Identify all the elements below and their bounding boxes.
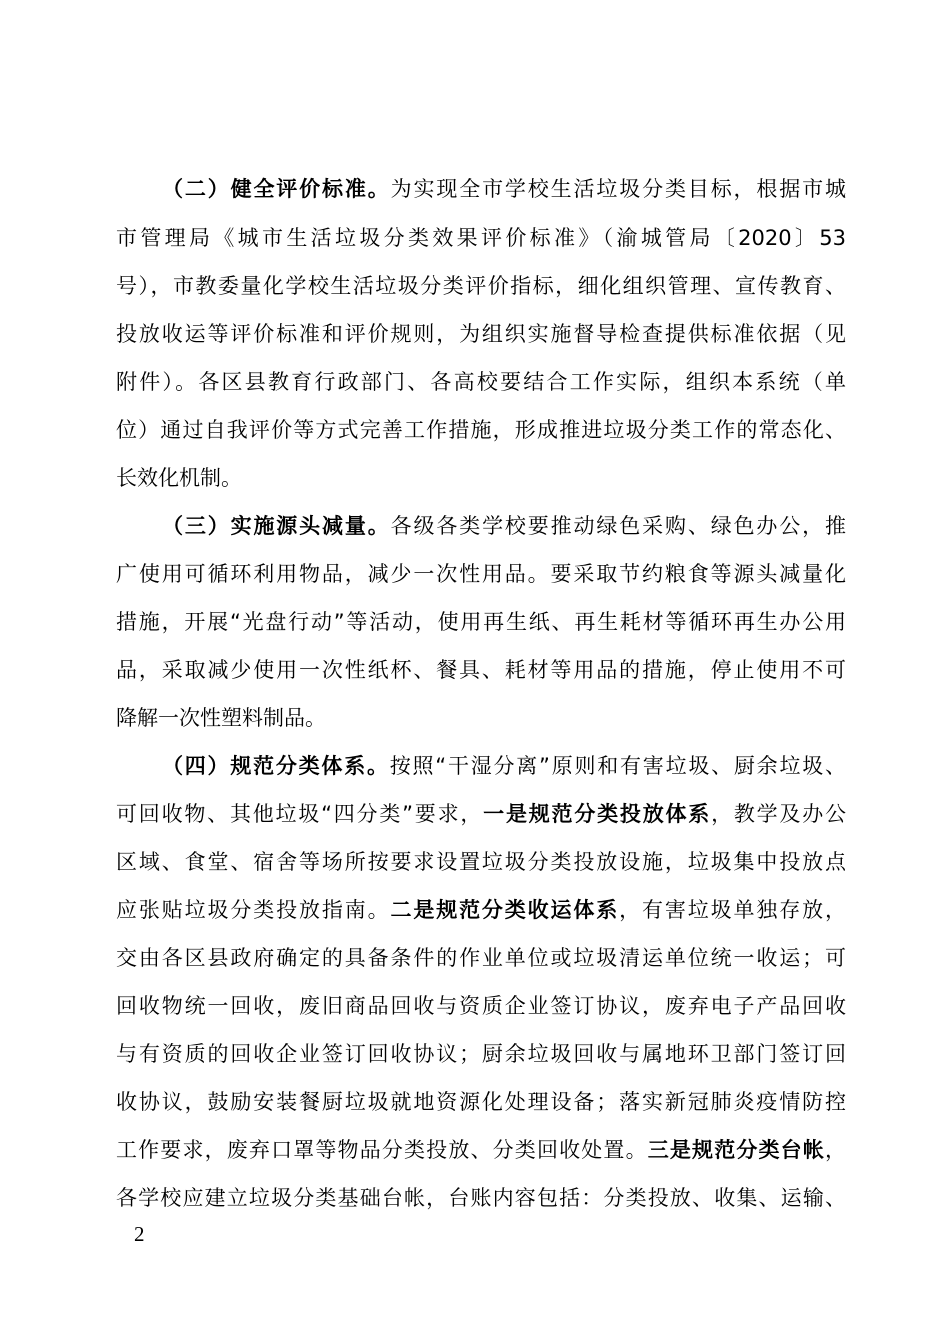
paragraph-3-heading: （三）实施源头减量。: [162, 514, 391, 538]
paragraph-4-line-6: 回收物统一回收，废旧商品回收与资质企业签订协议，废弃电子产品回收: [116, 994, 846, 1018]
paragraph-4-line-3: 区域、食堂、宿舍等场所按要求设置垃圾分类投放设施，垃圾集中投放点: [116, 850, 846, 874]
paragraph-4-emphasis-3: 三是规范分类台帐: [647, 1138, 825, 1162]
paragraph-4-line-4: [116, 886, 846, 934]
paragraph-2-line-1: [162, 165, 846, 213]
paragraph-4-line-9-a: 工作要求，废弃口罩等物品分类投放、分类回收处置。: [116, 1138, 648, 1162]
paragraph-2-line-5: 附件）。各区县教育行政部门、各高校要结合工作实际，组织本系统（单: [116, 370, 846, 394]
paragraph-2-line-3: 号），市教委量化学校生活垃圾分类评价指标，细化组织管理、宣传教育、: [116, 274, 846, 298]
paragraph-4-line-4-c: ，有害垃圾单独存放，: [619, 898, 846, 922]
paragraph-4-line-4-a: 应张贴垃圾分类投放指南。: [116, 898, 391, 922]
paragraph-3-text: 各级各类学校要推动绿色采购、绿色办公，推: [390, 514, 846, 538]
paragraph-2-line-6: 位）通过自我评价等方式完善工作措施，形成推进垃圾分类工作的常态化、: [116, 418, 846, 442]
paragraph-4-line-8: 收协议，鼓励安装餐厨垃圾就地资源化处理设备；落实新冠肺炎疫情防控: [116, 1090, 846, 1114]
paragraph-4-text: 按照“干湿分离”原则和有害垃圾、厨余垃圾、: [389, 754, 846, 778]
paragraph-2-line-7: 长效化机制。: [116, 466, 242, 490]
paragraph-2-line-2: 市管理局《城市生活垃圾分类效果评价标准》（渝城管局〔2020〕53: [116, 226, 846, 250]
paragraph-4-heading: （四）规范分类体系。: [162, 754, 390, 778]
paragraph-4-line-1: [162, 742, 846, 790]
paragraph-4-line-7: 与有资质的回收企业签订回收协议；厨余垃圾回收与属地环卫部门签订回: [116, 1042, 846, 1066]
paragraph-4-line-2-a: 可回收物、其他垃圾“四分类”要求，: [116, 802, 484, 826]
paragraph-4-line-5: 交由各区县政府确定的具备条件的作业单位或垃圾清运单位统一收运；可: [116, 946, 846, 970]
paragraph-4-emphasis-2: 二是规范分类收运体系: [390, 898, 620, 922]
paragraph-2-heading: （二）健全评价标准。: [162, 177, 391, 201]
paragraph-4-emphasis-1: 一是规范分类投放体系: [483, 802, 712, 826]
paragraph-4-line-9-c: ，: [825, 1138, 846, 1162]
paragraph-3-line-4: 品，采取减少使用一次性纸杯、餐具、耗材等用品的措施，停止使用不可: [116, 658, 846, 682]
page-number: 2: [134, 1222, 145, 1246]
paragraph-4-line-2-c: ，教学及办公: [711, 802, 846, 826]
paragraph-4-line-10: 各学校应建立垃圾分类基础台帐，台账内容包括：分类投放、收集、运输、: [116, 1186, 846, 1210]
paragraph-3-line-1: [162, 502, 846, 550]
paragraph-3-line-5: 降解一次性塑料制品。: [116, 706, 326, 730]
paragraph-2-line-4: 投放收运等评价标准和评价规则，为组织实施督导检查提供标准依据（见: [116, 322, 846, 346]
paragraph-2-text: 为实现全市学校生活垃圾分类目标，根据市城: [390, 177, 846, 201]
paragraph-3-line-2: 广使用可循环利用物品，减少一次性用品。要采取节约粮食等源头减量化: [116, 562, 846, 586]
paragraph-3-line-3: 措施，开展“光盘行动”等活动，使用再生纸、再生耗材等循环再生办公用: [116, 610, 846, 634]
paragraph-4-line-9: [116, 1126, 846, 1174]
paragraph-4-line-2: [116, 790, 846, 838]
